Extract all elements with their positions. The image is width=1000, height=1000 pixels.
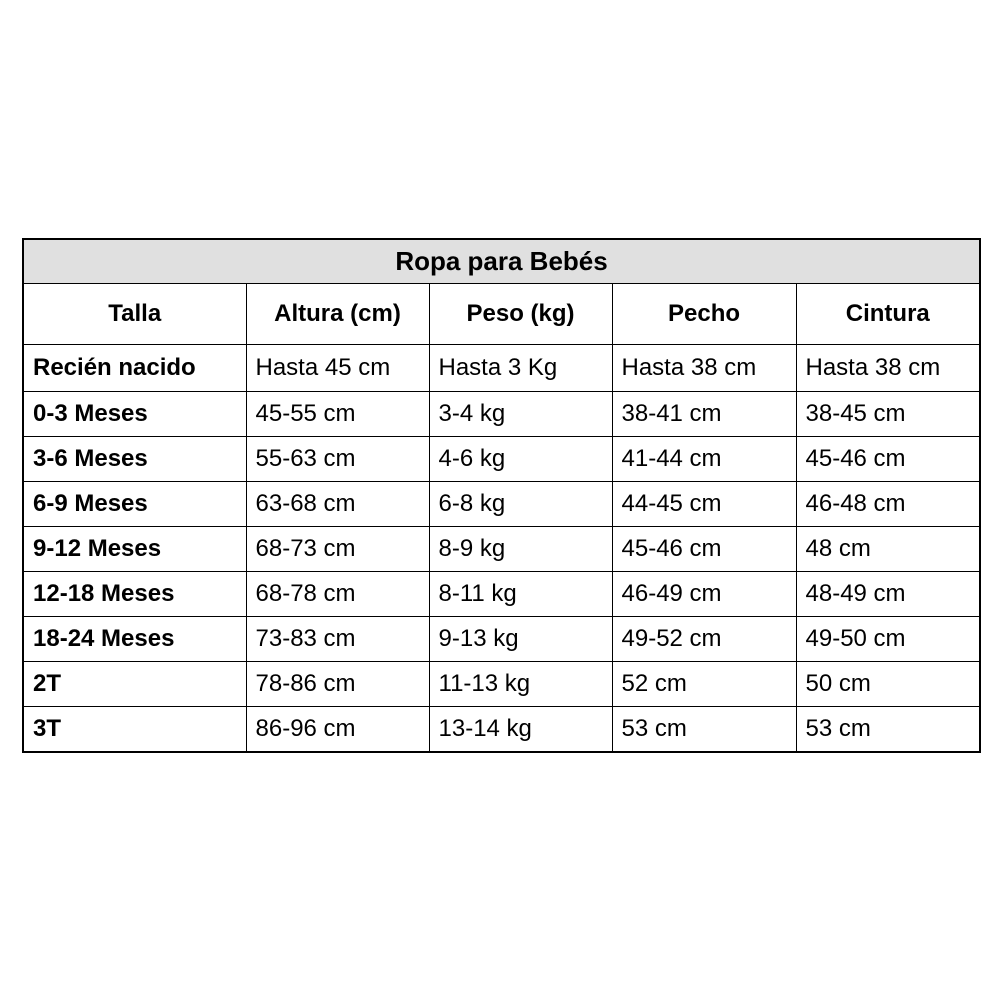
table-cell: 86-96 cm [246, 707, 429, 752]
table-cell: 48 cm [796, 527, 980, 572]
table-cell: 46-49 cm [612, 572, 796, 617]
table-cell: 49-50 cm [796, 617, 980, 662]
table-cell: 78-86 cm [246, 662, 429, 707]
table-cell: 11-13 kg [429, 662, 612, 707]
row-label: 3-6 Meses [23, 437, 246, 482]
table-cell: 63-68 cm [246, 482, 429, 527]
table-row-9-12-meses [23, 527, 980, 572]
column-header-row [23, 284, 980, 345]
table-row-3t [23, 707, 980, 752]
table-cell: 55-63 cm [246, 437, 429, 482]
column-header-cintura: Cintura [796, 284, 980, 345]
table-cell: 6-8 kg [429, 482, 612, 527]
table-cell: 4-6 kg [429, 437, 612, 482]
table-cell: 41-44 cm [612, 437, 796, 482]
table-cell: 9-13 kg [429, 617, 612, 662]
table-cell: Hasta 38 cm [796, 345, 980, 392]
table-cell: 38-41 cm [612, 392, 796, 437]
table-row-6-9-meses [23, 482, 980, 527]
table-cell: 46-48 cm [796, 482, 980, 527]
table-row-12-18-meses [23, 572, 980, 617]
column-header-altura-cm: Altura (cm) [246, 284, 429, 345]
table-cell: 8-9 kg [429, 527, 612, 572]
table-cell: 45-46 cm [796, 437, 980, 482]
row-label: 3T [23, 707, 246, 752]
table-row-3-6-meses [23, 437, 980, 482]
table-cell: 49-52 cm [612, 617, 796, 662]
table-cell: 48-49 cm [796, 572, 980, 617]
table-row-0-3-meses [23, 392, 980, 437]
column-header-talla: Talla [23, 284, 246, 345]
table-cell: Hasta 45 cm [246, 345, 429, 392]
title-row [23, 239, 980, 284]
row-label: 9-12 Meses [23, 527, 246, 572]
column-header-peso-kg: Peso (kg) [429, 284, 612, 345]
table-row-2t [23, 662, 980, 707]
table-cell: 44-45 cm [612, 482, 796, 527]
table-row-reci-n-nacido [23, 345, 980, 392]
table-cell: Hasta 38 cm [612, 345, 796, 392]
row-label: 18-24 Meses [23, 617, 246, 662]
row-label: 0-3 Meses [23, 392, 246, 437]
row-label: Recién nacido [23, 345, 246, 392]
table-row-18-24-meses [23, 617, 980, 662]
column-header-pecho: Pecho [612, 284, 796, 345]
table-cell: 73-83 cm [246, 617, 429, 662]
table-cell: 8-11 kg [429, 572, 612, 617]
baby-size-chart-table [22, 238, 981, 753]
table-cell: 68-73 cm [246, 527, 429, 572]
row-label: 12-18 Meses [23, 572, 246, 617]
table-cell: 13-14 kg [429, 707, 612, 752]
row-label: 6-9 Meses [23, 482, 246, 527]
table-cell: 38-45 cm [796, 392, 980, 437]
table-cell: 53 cm [612, 707, 796, 752]
table-cell: 45-55 cm [246, 392, 429, 437]
table-cell: 45-46 cm [612, 527, 796, 572]
table-cell: 3-4 kg [429, 392, 612, 437]
table-cell: 52 cm [612, 662, 796, 707]
table-title: Ropa para Bebés [23, 239, 980, 284]
table-cell: 50 cm [796, 662, 980, 707]
table-cell: 53 cm [796, 707, 980, 752]
table-cell: 68-78 cm [246, 572, 429, 617]
row-label: 2T [23, 662, 246, 707]
table-cell: Hasta 3 Kg [429, 345, 612, 392]
